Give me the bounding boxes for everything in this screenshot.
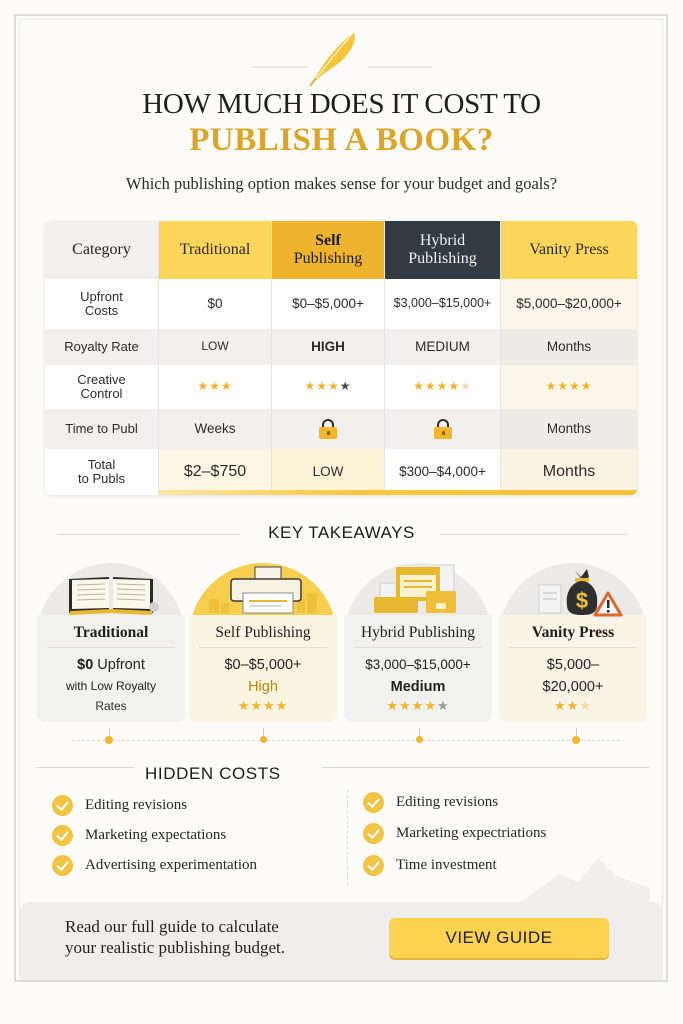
stars-filled: ★★★★ <box>413 379 461 394</box>
row-label <box>45 365 159 409</box>
card-title: Vanity Press <box>531 624 615 641</box>
hidden-cost-label: Editing revisions <box>396 794 499 810</box>
cell-traditional <box>159 365 272 409</box>
card-line-2: High <box>248 679 278 695</box>
row-label-line2: Costs <box>84 303 119 318</box>
card-line-1: $5,000– <box>546 657 600 673</box>
hidden-cost-item <box>363 823 546 844</box>
cell-self: LOW <box>272 449 385 495</box>
card-line-2: Medium <box>390 679 446 695</box>
hidden-costs-title: HIDDEN COSTS <box>145 764 281 783</box>
check-icon <box>363 855 384 876</box>
table-row <box>45 279 637 329</box>
row-label: Time to Publ <box>45 409 159 449</box>
star-rating <box>344 698 492 714</box>
row-label <box>45 279 159 329</box>
stars-filled: ★★ <box>554 698 580 713</box>
table-row <box>45 409 637 449</box>
cell-traditional: $0 <box>159 279 272 329</box>
cta-text-line2: your realistic publishing budget. <box>65 938 286 957</box>
cell-hybrid: $300–$4,000+ <box>385 449 501 495</box>
cell-self <box>272 409 385 449</box>
card-line-1: $0–$5,000+ <box>224 657 302 673</box>
cell-self <box>272 365 385 409</box>
cell-vanity: $5,000–$20,000+ <box>501 279 637 329</box>
lock-icon <box>319 419 337 439</box>
money-bag-warning-icon <box>529 565 625 617</box>
timeline-tick <box>263 728 264 736</box>
table-accent-bar <box>159 490 637 495</box>
timeline-dot <box>416 736 423 743</box>
star-faint: ★ <box>579 698 592 713</box>
hidden-cost-item <box>363 792 498 813</box>
hidden-cost-item <box>52 855 257 876</box>
timeline-tick <box>576 728 577 736</box>
row-label: Royalty Rate <box>45 329 159 365</box>
header-self-publishing <box>272 221 385 279</box>
hidden-cost-label: Marketing expectriations <box>396 825 547 841</box>
hidden-cost-label: Marketing expectations <box>85 827 227 843</box>
svg-text:$: $ <box>575 588 589 613</box>
cell-traditional: LOW <box>159 329 272 365</box>
hidden-costs-rule-right <box>322 767 650 768</box>
check-icon <box>363 823 384 844</box>
documents-icon <box>370 561 470 615</box>
stars-filled: ★★★ <box>304 379 340 394</box>
card-line-1 <box>37 657 185 673</box>
cell-vanity: Months <box>501 329 637 365</box>
cell-traditional: Weeks <box>159 409 272 449</box>
hidden-cost-label: Editing revisions <box>85 797 188 813</box>
star-rating <box>499 698 647 714</box>
row-label <box>45 449 159 495</box>
cell-hybrid <box>385 365 501 409</box>
card-separator <box>199 647 327 648</box>
timeline-tick <box>109 728 110 736</box>
takeaway-card-traditional <box>37 563 185 722</box>
stars-filled: ★★★★ <box>386 698 437 713</box>
card-value-rest: Upfront <box>93 657 145 673</box>
timeline-dot <box>572 736 580 744</box>
table-row <box>45 449 637 495</box>
header-self-line2: Publishing <box>293 250 363 267</box>
hidden-costs-rule-left <box>36 767 134 768</box>
takeaway-card-vanity-press <box>499 563 647 722</box>
star-grey: ★ <box>436 698 450 713</box>
hidden-cost-item <box>52 825 226 846</box>
timeline-dot <box>260 736 267 743</box>
star-rating: ★★★★ <box>545 379 593 394</box>
cell-hybrid <box>385 409 501 449</box>
header-self-line1: Self <box>315 232 341 250</box>
cell-self: HIGH <box>272 329 385 365</box>
subtitle: Which publishing option makes sense for your budget and goals? <box>125 174 558 193</box>
star-rating <box>413 380 472 393</box>
header-hybrid-line1: Hybrid <box>419 232 466 250</box>
cell-self: $0–$5,000+ <box>272 279 385 329</box>
timeline-tick <box>419 728 420 736</box>
table-row <box>45 329 637 365</box>
cell-vanity <box>501 365 637 409</box>
lock-icon <box>434 419 452 439</box>
hidden-costs-divider <box>347 790 348 885</box>
view-guide-button[interactable]: VIEW GUIDE <box>389 918 609 958</box>
timeline-dashed <box>72 740 620 741</box>
row-label-line1: Creative <box>77 371 126 387</box>
star-faint: ★ <box>460 379 472 394</box>
card-line-2: with Low Royalty <box>65 679 157 693</box>
card-separator <box>47 647 175 648</box>
cta-text <box>65 916 285 958</box>
table-header-row <box>45 221 637 279</box>
card-title: Self Publishing <box>215 624 311 641</box>
header-traditional: Traditional <box>159 221 272 279</box>
row-label-line1: Upfront <box>80 288 123 304</box>
row-label-line2: to Publs <box>78 471 125 486</box>
feather-icon <box>302 28 362 86</box>
hidden-cost-label: Time investment <box>396 857 497 873</box>
card-separator <box>354 647 482 648</box>
cell-vanity: Months <box>501 449 637 495</box>
header-vanity-press: Vanity Press <box>501 221 637 279</box>
key-takeaways-title: KEY TAKEAWAYS <box>268 523 415 542</box>
card-title: Hybrid Publishing <box>360 624 476 641</box>
header-rule-left <box>252 66 308 68</box>
card-line-2: $20,000+ <box>542 679 604 695</box>
timeline-dot <box>105 736 113 744</box>
card-line-1: $3,000–$15,000+ <box>365 657 471 672</box>
takeaway-card-hybrid-publishing <box>344 563 492 722</box>
check-icon <box>52 855 73 876</box>
card-line-3: Rates <box>95 699 127 713</box>
printer-icon <box>203 565 323 615</box>
takeaway-card-self-publishing <box>189 563 337 722</box>
title-line-1: HOW MUCH DOES IT COST TO <box>142 88 541 120</box>
star-dark: ★ <box>339 379 352 394</box>
card-separator <box>509 647 637 648</box>
hidden-cost-label: Advertising experimentation <box>85 857 258 873</box>
cell-traditional: $2–$750 <box>159 449 272 495</box>
mountain-decoration-icon <box>520 852 650 902</box>
cell-hybrid: MEDIUM <box>385 329 501 365</box>
header-hybrid-line2: Publishing <box>408 250 477 267</box>
title-line-2: PUBLISH A BOOK? <box>189 122 494 158</box>
check-icon <box>363 792 384 813</box>
header-rule-right <box>368 66 432 68</box>
star-rating: ★★★ <box>197 379 233 394</box>
comparison-table <box>45 221 637 495</box>
hidden-cost-item <box>52 795 187 816</box>
cell-vanity: Months <box>501 409 637 449</box>
check-icon <box>52 825 73 846</box>
row-label-line2: Control <box>80 386 123 401</box>
star-rating: ★★★★ <box>237 698 289 713</box>
header-hybrid-publishing <box>385 221 501 279</box>
table-row <box>45 365 637 409</box>
card-value-bold: $0 <box>77 657 94 673</box>
hidden-cost-item <box>363 855 497 876</box>
open-book-icon <box>65 571 159 617</box>
card-title: Traditional <box>73 624 149 641</box>
star-rating <box>304 380 351 393</box>
row-label-line1: Total <box>87 456 116 472</box>
cta-text-line1: Read our full guide to calculate <box>65 917 279 936</box>
cell-hybrid: $3,000–$15,000+ <box>385 279 501 329</box>
check-icon <box>52 795 73 816</box>
header-category: Category <box>45 221 159 279</box>
